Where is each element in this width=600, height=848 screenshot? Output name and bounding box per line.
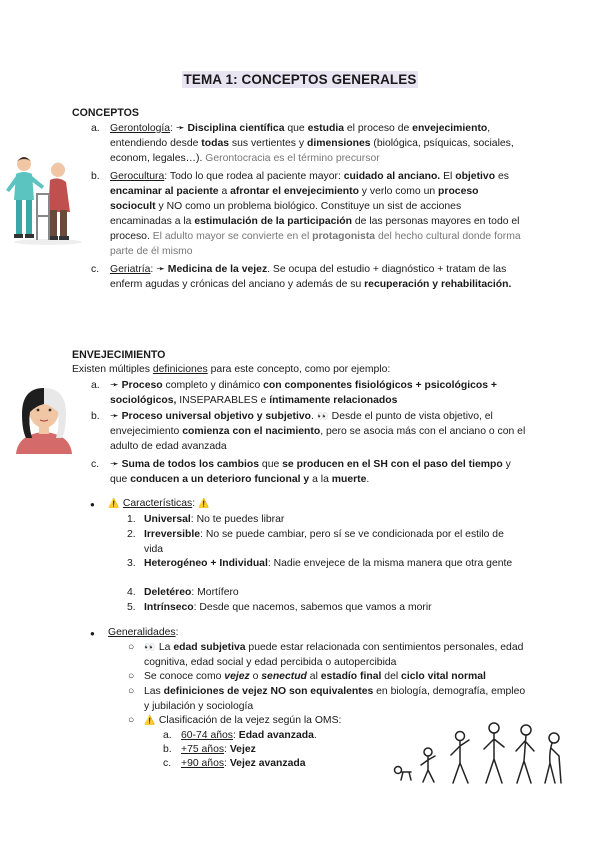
gerontologia-term: Gerontología [110,123,171,134]
warning-icon: ⚠️ [144,715,156,725]
gen-2: Se conoce como vejez o senectud al estadío final del ciclo vital normal [144,671,486,682]
page-title [0,72,600,89]
env-definition-a: ➛ Proceso completo y dinámico con componentes fisiológicos + psicológicos + sociológicos, INSEPARABLES e íntimamente relacionados [110,380,497,406]
gen-1: 👀 La edad subjetiva puede estar relacionada con sentimientos personales, edad cognitiva, edad social y edad percibida o autopercibida [144,642,524,668]
caract-2-marker: 2. [127,529,136,540]
eyes-icon: 👀 [144,642,156,652]
oms-c: +90 años: Vejez avanzada [181,758,306,769]
gen-2-marker: ○ [128,671,135,682]
life-stages-illustration [388,712,572,786]
env-item-b-marker: b. [91,411,100,422]
conceptos-item-c-marker: c. [91,264,100,275]
conceptos-item-b-marker: b. [91,171,100,182]
aging-woman-illustration [10,380,78,454]
caracteristicas-label: ⚠️ Características: ⚠️ [108,498,210,509]
arrow-icon: ➛ [175,123,185,134]
env-definition-c: ➛ Suma de todos los cambios que se producen en el SH con el paso del tiempo y que conducen a un deterioro funcional y a la muerte. [110,459,511,485]
gen-3: Las definiciones de vejez NO son equivalentes en biología, demografía, empleo y jubilación y sociología [144,686,526,712]
gen-4: ⚠️ Clasificación de la vejez según la OMS: [144,715,342,726]
generalidades-label: Generalidades: [108,627,179,638]
gerocultura-term: Gerocultura [110,171,165,182]
arrow-icon: ➛ [110,380,119,391]
oms-c-marker: c. [163,758,172,769]
caract-4-marker: 4. [127,587,136,598]
caract-3: Heterogéneo + Individual: Nadie envejece de la misma manera que otra gente [144,558,513,569]
warning-icon: ⚠️ [198,498,210,508]
arrow-icon: ➛ [110,411,119,422]
caract-5: Intrínseco: Desde que nacemos, sabemos que vamos a morir [144,602,432,613]
arrow-icon: ➛ [110,459,119,470]
env-item-a-marker: a. [91,380,100,391]
oms-b: +75 años: Vejez [181,744,256,755]
caracteristicas-bullet: ● [90,500,95,509]
gen-4-marker: ○ [128,715,135,726]
gerocultura-definition: Gerocultura: Todo lo que rodea al paciente mayor: cuidado al anciano. El objetivo es encaminar al paciente a afrontar el envejecimiento y verlo como un proceso sociocult y NO como un problema biológico. Constituye un sist de acciones encaminadas a la estimulación de la participación de las personas mayores en todo el proceso. El adulto mayor se convierte en el protagonista del hecho cultural donde forma parte de él mismo [110,171,521,257]
oms-b-marker: b. [163,744,172,755]
geriatria-term: Geriatría [110,264,151,275]
caract-1: Universal: No te puedes librar [144,514,285,525]
geriatria-definition: Geriatría: ➛ Medicina de la vejez. Se ocupa del estudio + diagnóstico + tratam de las enferm agudas y crónicas del anciano y además de su recuperación y rehabilitación. [110,264,512,290]
env-item-c-marker: c. [91,459,100,470]
page-title-text: TEMA 1: CONCEPTOS GENERALES [183,72,417,87]
caract-5-marker: 5. [127,602,136,613]
caract-2: Irreversible: No se puede cambiar, pero sí se ve condicionada por el estilo de vida [144,529,504,555]
caract-3-marker: 3. [127,558,136,569]
generalidades-bullet: ● [90,629,95,638]
gen-3-marker: ○ [128,686,135,697]
envejecimiento-intro: Existen múltiples definiciones para este concepto, como por ejemplo: [72,364,391,375]
warning-icon: ⚠️ [108,498,120,508]
caract-1-marker: 1. [127,514,136,525]
envejecimiento-heading: ENVEJECIMIENTO [72,349,166,361]
oms-a: 60-74 años: Edad avanzada. [181,730,317,741]
env-definition-b: ➛ Proceso universal objetivo y subjetivo. 👀 Desde el punto de vista objetivo, el envejecimiento comienza con el nacimiento, pero se asocia más con el anciano o con el adulto de edad avanzada [110,411,526,452]
gen-1-marker: ○ [128,642,135,653]
conceptos-item-a-marker: a. [91,123,100,134]
caregiver-illustration [4,150,82,246]
arrow-icon: ➛ [156,264,165,275]
caract-4: Deletéreo: Mortífero [144,587,239,598]
oms-a-marker: a. [163,730,172,741]
eyes-icon: 👀 [317,411,329,421]
gerontologia-definition: Gerontología: ➛ Disciplina científica que estudia el proceso de envejecimiento, entendiendo desde todas sus vertientes y dimensiones (biológica, psíquicas, sociales, econom, legales…). Gerontocracia es el término precursor [110,123,514,164]
conceptos-heading: CONCEPTOS [72,107,139,119]
